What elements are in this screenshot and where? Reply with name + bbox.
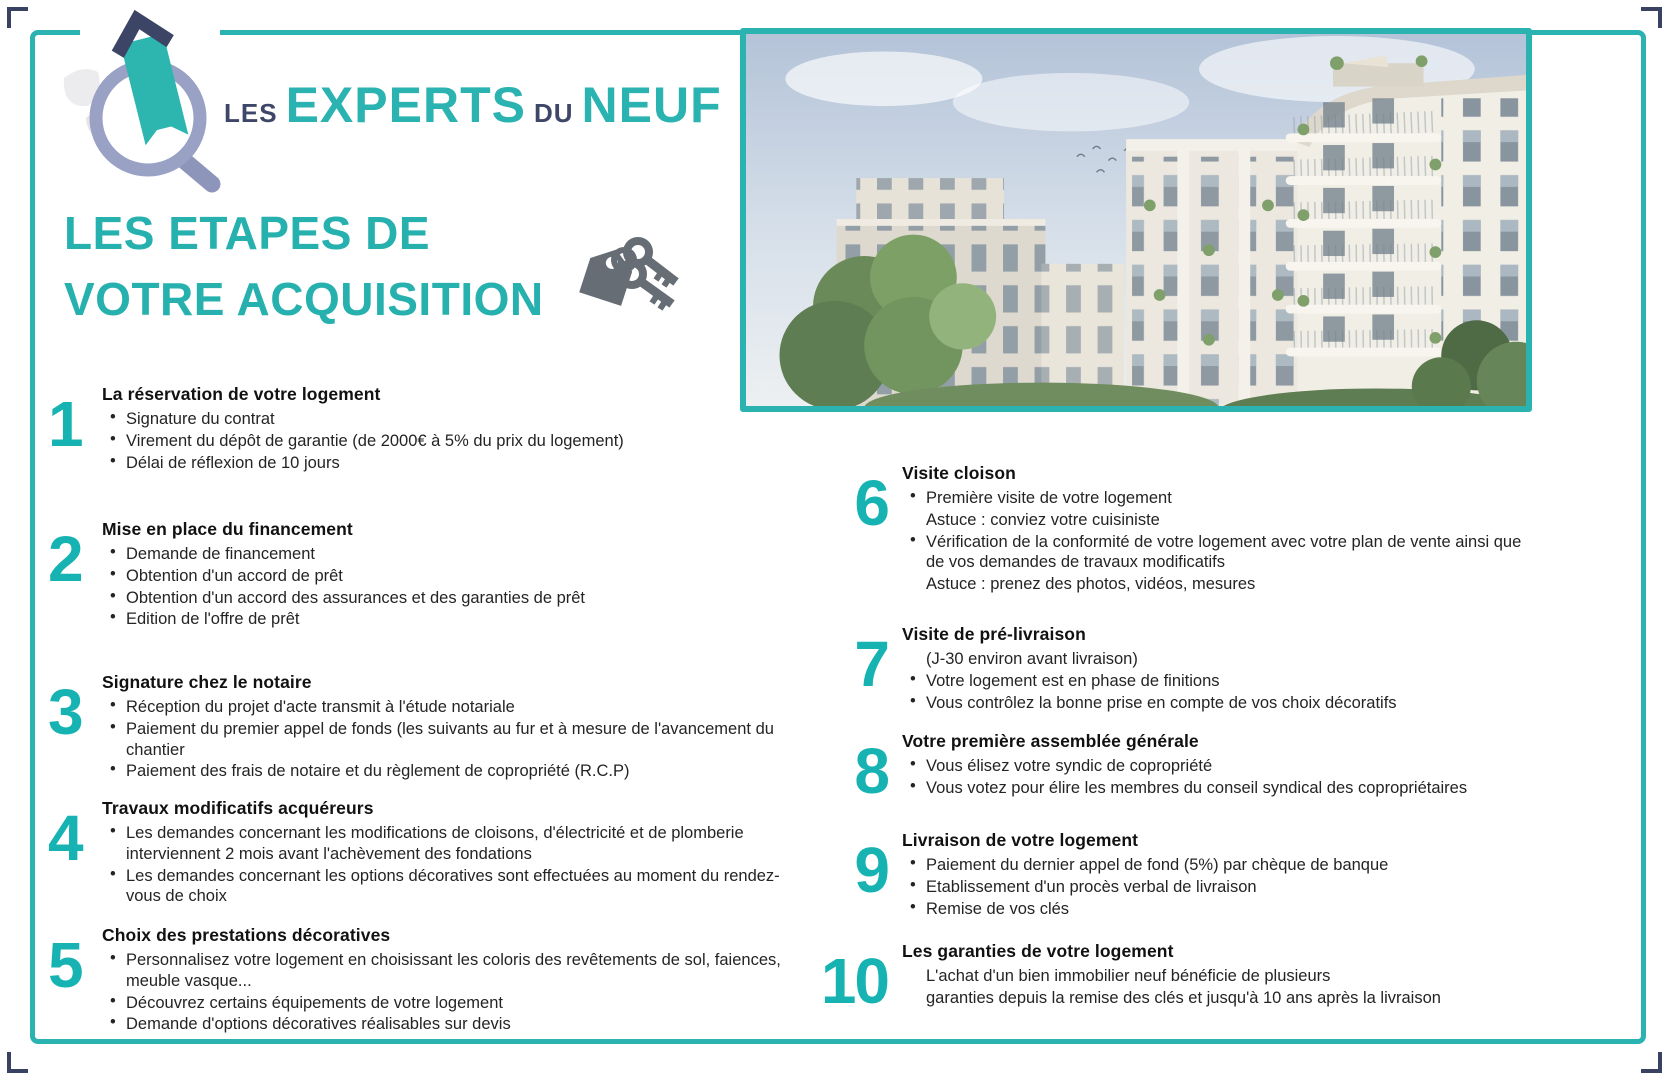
step-number: 3 xyxy=(48,676,82,748)
page-title xyxy=(64,200,544,332)
step-item xyxy=(902,877,1522,898)
step-item xyxy=(902,778,1522,799)
step-item-text: Vérification de la conformité de votre logement avec votre plan de vente ainsi que de vos demandes de travaux modificatifs xyxy=(926,532,1522,572)
bullet-dot: • xyxy=(910,487,916,505)
bullet-dot: • xyxy=(110,991,116,1010)
step-title: Travaux modificatifs acquéreurs xyxy=(102,798,374,818)
step-item xyxy=(102,823,797,865)
step-item-text: Signature du contrat xyxy=(126,410,275,428)
step-item-text: Demande de financement xyxy=(126,545,315,563)
step-3 xyxy=(48,672,797,783)
step-item-text: Paiement du dernier appel de fond (5%) par chèque de banque xyxy=(926,856,1389,874)
step-6 xyxy=(820,463,1522,596)
house-magnifying-glass-icon xyxy=(56,0,226,196)
bullet-dot: • xyxy=(910,691,916,710)
step-title: Visite cloison xyxy=(902,463,1016,483)
bullet-dot: • xyxy=(110,408,116,426)
step-item-text: Astuce : conviez votre cuisiniste xyxy=(926,510,1160,529)
bullet-dot: • xyxy=(110,760,116,779)
step-2 xyxy=(48,519,797,631)
step-item-text: L'achat d'un bien immobilier neuf bénéficie de plusieurs xyxy=(926,967,1331,985)
bullet-dot: • xyxy=(110,543,116,561)
step-item-text: Vous contrôlez la bonne prise en compte de vos choix décoratifs xyxy=(926,693,1397,712)
step-item xyxy=(102,609,797,630)
bullet-dot: • xyxy=(110,564,116,583)
logo-word-du: DU xyxy=(533,98,574,128)
step-item xyxy=(102,719,797,761)
step-item xyxy=(902,510,1522,531)
step-number: 4 xyxy=(48,802,82,874)
step-1 xyxy=(48,384,797,474)
step-item-text: Délai de réflexion de 10 jours xyxy=(126,453,340,472)
step-8 xyxy=(820,731,1522,807)
step-item xyxy=(102,544,797,565)
step-item xyxy=(902,488,1522,509)
step-item-text: Réception du projet d'acte transmit à l'étude notariale xyxy=(126,698,515,716)
step-item xyxy=(102,950,797,992)
step-item xyxy=(102,588,797,609)
step-number: 7 xyxy=(854,628,888,700)
logo-wordmark xyxy=(216,76,722,134)
step-title: Visite de pré-livraison xyxy=(902,624,1086,644)
bullet-dot: • xyxy=(110,451,116,470)
step-10 xyxy=(820,941,1522,1017)
keys-icon xyxy=(566,226,686,326)
step-item xyxy=(902,756,1522,777)
step-number: 10 xyxy=(820,945,888,1017)
step-item xyxy=(902,532,1522,574)
step-item xyxy=(102,453,797,474)
step-item xyxy=(102,761,797,782)
logo-word-les: LES xyxy=(224,98,278,128)
bullet-dot: • xyxy=(910,776,916,795)
step-item xyxy=(902,693,1522,714)
bullet-dot: • xyxy=(110,949,116,967)
step-item-text: Paiement des frais de notaire et du règlement de copropriété (R.C.P) xyxy=(126,762,630,781)
step-title: Mise en place du financement xyxy=(102,519,353,539)
step-title: Signature chez le notaire xyxy=(102,672,312,692)
step-item-text: Vous votez pour élire les membres du conseil syndical des copropriétaires xyxy=(926,778,1468,797)
step-item-text: Virement du dépôt de garantie (de 2000€ à 5% du prix du logement) xyxy=(126,431,624,450)
step-item-text: Première visite de votre logement xyxy=(926,489,1172,507)
step-item xyxy=(902,574,1522,595)
step-5 xyxy=(48,925,797,1036)
bullet-dot: • xyxy=(910,669,916,688)
bullet-dot: • xyxy=(110,717,116,736)
bullet-dot: • xyxy=(110,586,116,605)
bullet-dot: • xyxy=(110,696,116,714)
step-item xyxy=(902,671,1522,692)
step-9 xyxy=(820,830,1522,920)
step-item xyxy=(902,899,1522,920)
logo-word-experts: EXPERTS xyxy=(285,77,526,133)
step-item xyxy=(102,566,797,587)
bullet-dot: • xyxy=(110,822,116,840)
bullet-dot: • xyxy=(910,875,916,894)
bullet-dot: • xyxy=(910,755,916,773)
step-item xyxy=(102,431,797,452)
step-number: 8 xyxy=(854,735,888,807)
step-item-text: Etablissement d'un procès verbal de livraison xyxy=(926,877,1257,896)
step-item xyxy=(102,866,797,908)
step-item-text: Obtention d'un accord de prêt xyxy=(126,566,343,585)
step-number: 6 xyxy=(854,467,888,539)
step-number: 1 xyxy=(48,388,82,460)
bullet-dot: • xyxy=(910,530,916,549)
step-item-text: Demande d'options décoratives réalisables sur devis xyxy=(126,1015,511,1034)
step-title: Livraison de votre logement xyxy=(902,830,1139,850)
page-title-line2: VOTRE ACQUISITION xyxy=(64,273,544,326)
step-item-text: Edition de l'offre de prêt xyxy=(126,610,300,629)
step-item-text: Remise de vos clés xyxy=(926,899,1070,918)
step-number: 2 xyxy=(48,523,82,595)
bullet-dot: • xyxy=(110,1013,116,1032)
step-title: Les garanties de votre logement xyxy=(902,941,1174,961)
bullet-dot: • xyxy=(110,864,116,883)
step-item-text: (J-30 environ avant livraison) xyxy=(926,650,1138,668)
step-title: La réservation de votre logement xyxy=(102,384,381,404)
step-7 xyxy=(820,624,1522,714)
step-item xyxy=(102,993,797,1014)
step-item-text: Obtention d'un accord des assurances et des garanties de prêt xyxy=(126,588,586,607)
step-item-text: Découvrez certains équipements de votre logement xyxy=(126,993,503,1012)
step-item xyxy=(902,855,1522,876)
step-item-text: Les demandes concernant les options décoratives sont effectuées au moment du rendez-vous de choix xyxy=(126,866,780,906)
step-item-text: garanties depuis la remise des clés et jusqu'à 10 ans après la livraison xyxy=(926,988,1441,1007)
step-item-text: Votre logement est en phase de finitions xyxy=(926,671,1220,690)
step-4 xyxy=(48,798,797,908)
step-title: Choix des prestations décoratives xyxy=(102,925,391,945)
step-item xyxy=(102,409,797,430)
bullet-dot: • xyxy=(910,854,916,872)
bullet-dot: • xyxy=(110,608,116,627)
step-item xyxy=(102,697,797,718)
step-item-text: Vous élisez votre syndic de copropriété xyxy=(926,757,1213,775)
logo-word-neuf: NEUF xyxy=(581,77,722,133)
step-item xyxy=(902,649,1522,670)
page-title-line1: LES ETAPES DE xyxy=(64,207,431,259)
step-item-text: Astuce : prenez des photos, vidéos, mesures xyxy=(926,575,1256,594)
building-photo xyxy=(740,28,1532,412)
bullet-dot: • xyxy=(910,897,916,916)
step-item-text: Paiement du premier appel de fonds (les suivants au fur et à mesure de l'avancement du chantier xyxy=(126,719,774,759)
step-title: Votre première assemblée générale xyxy=(902,731,1199,751)
step-item xyxy=(902,966,1522,987)
bullet-dot: • xyxy=(110,429,116,448)
step-item-text: Les demandes concernant les modifications de cloisons, d'électricité et de plomberie interviennent 2 mois avant l'achèvement des fondations xyxy=(126,824,744,863)
step-number: 5 xyxy=(48,929,82,1001)
step-item xyxy=(902,988,1522,1009)
step-number: 9 xyxy=(854,834,888,906)
step-item-text: Personnalisez votre logement en choisissant les coloris des revêtements de sol, faiences, meuble vasque... xyxy=(126,951,781,990)
step-item xyxy=(102,1014,797,1035)
